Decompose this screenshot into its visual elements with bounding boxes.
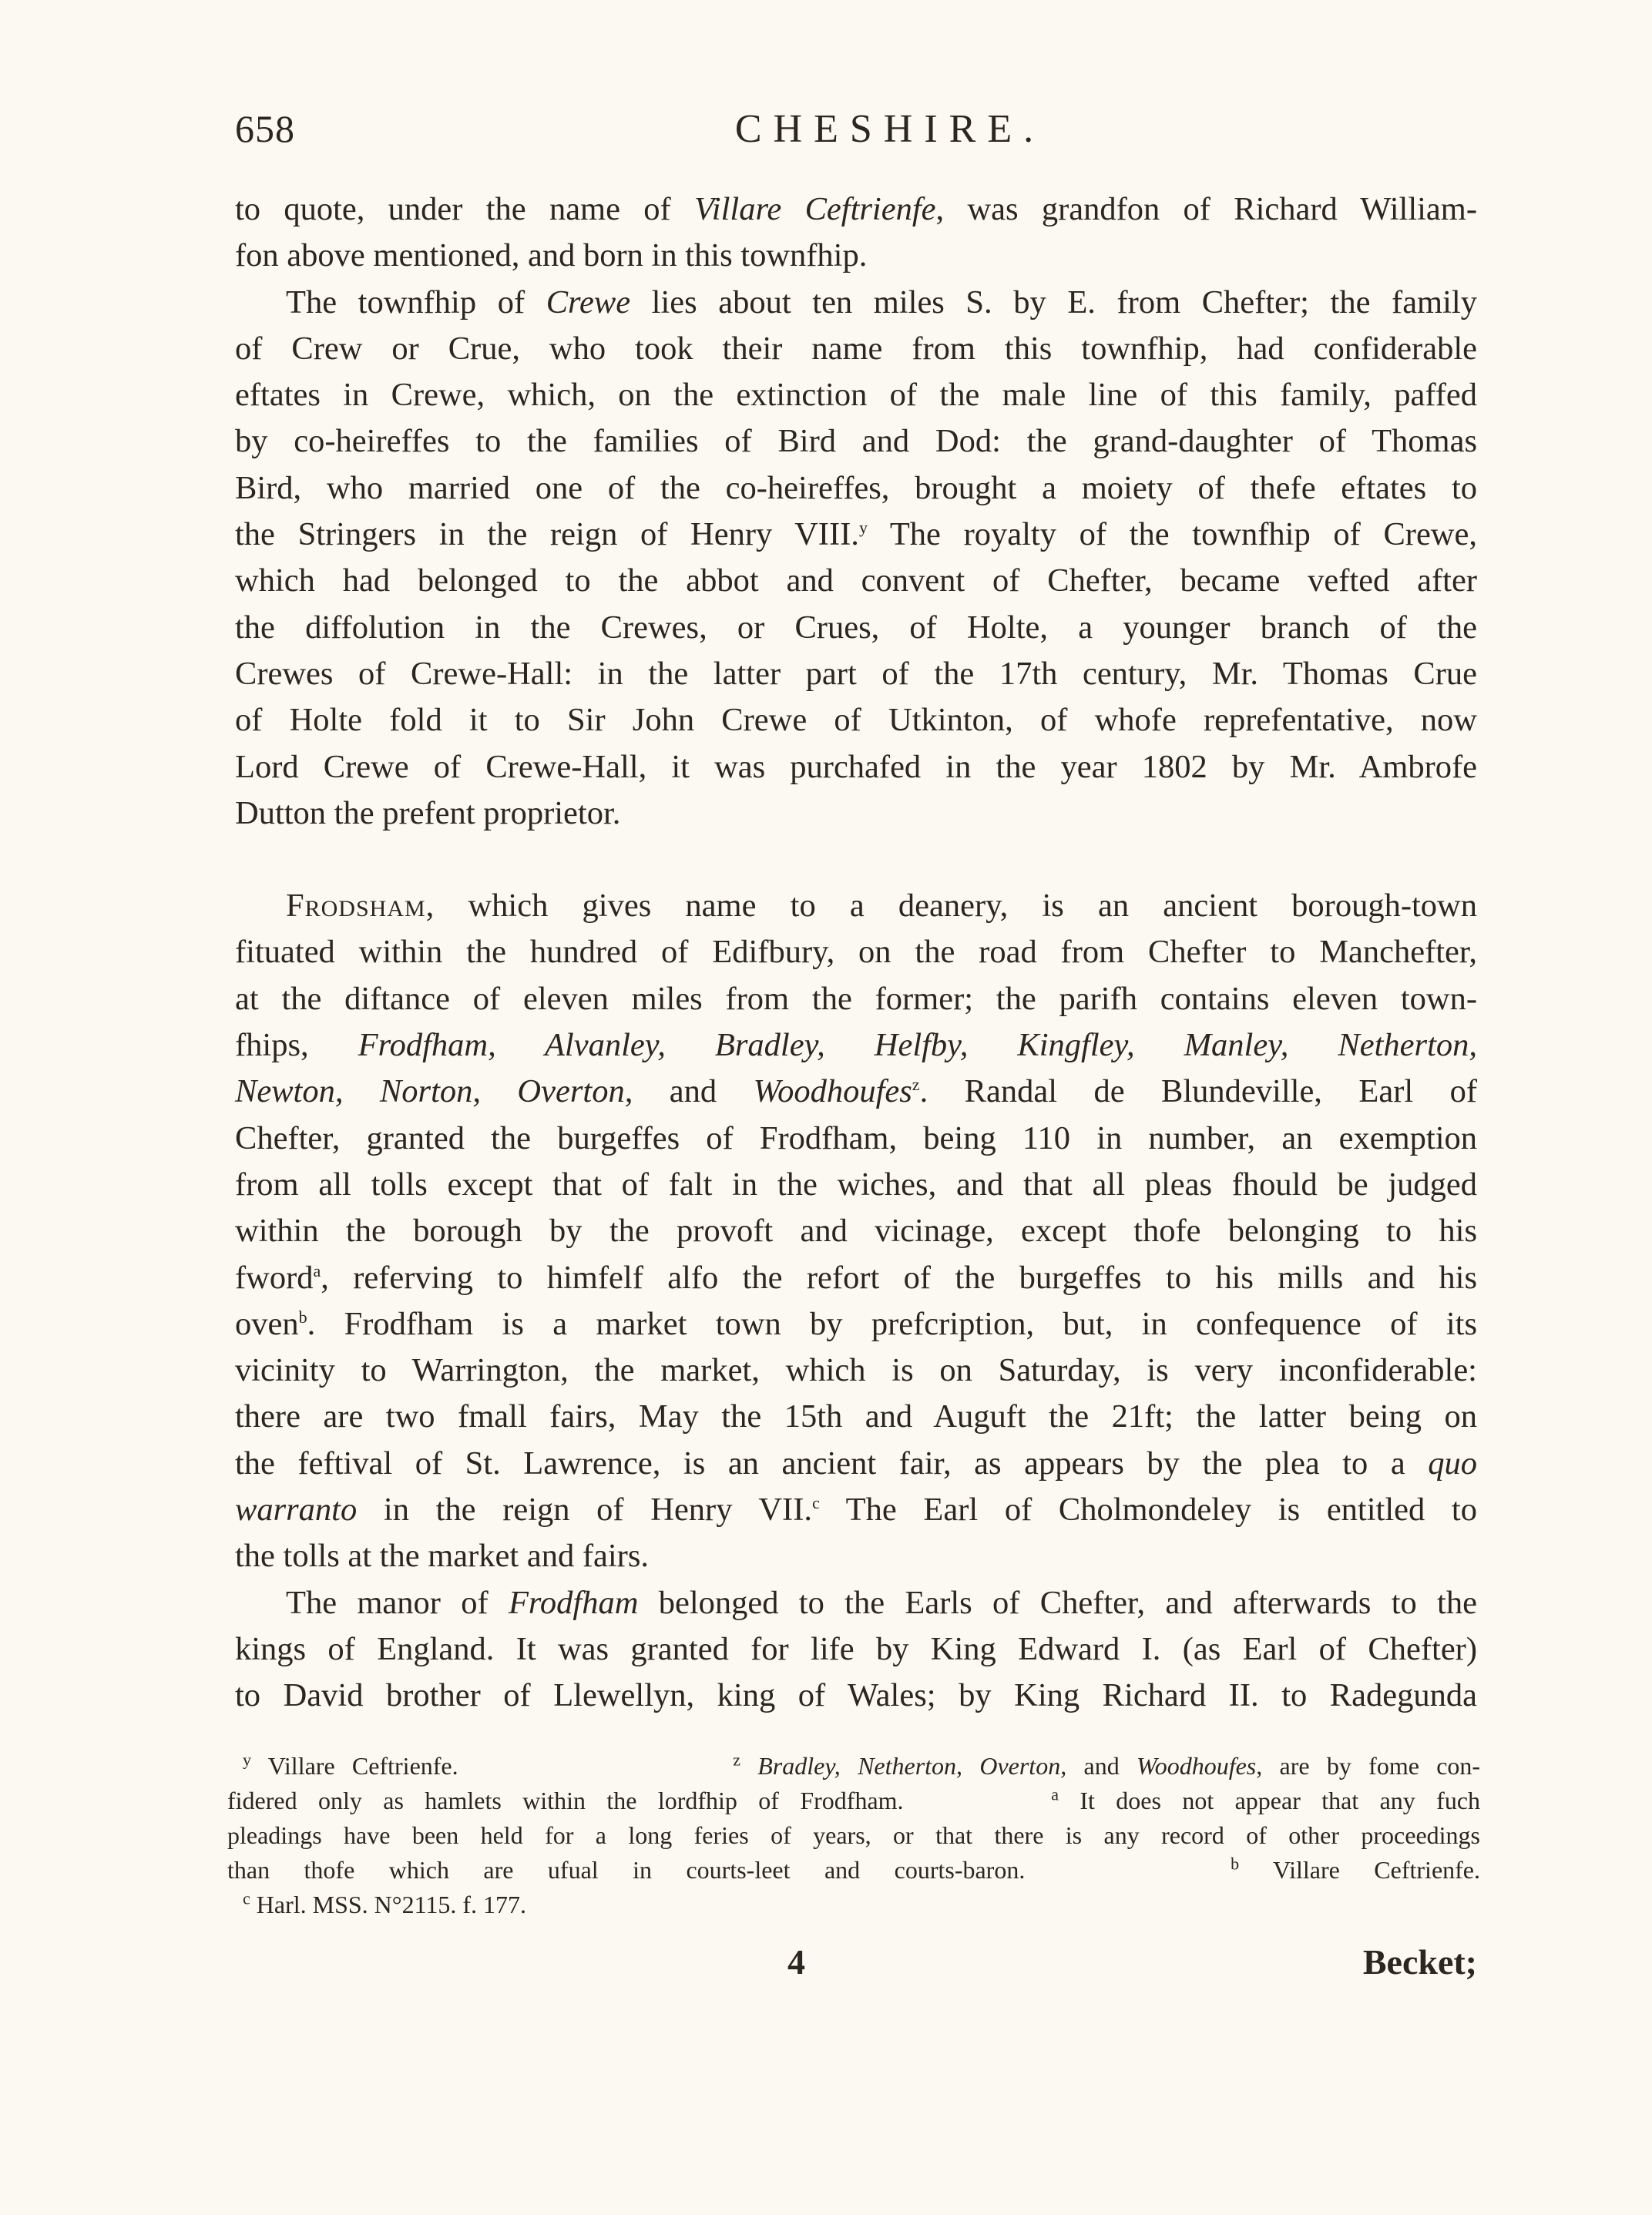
section-heading-frodsham: Frodsham [286, 888, 426, 925]
text-line: eftates in Crewe, which, on the extinction of the male line of this family, paffed [235, 377, 1477, 414]
section-gap [235, 837, 1477, 883]
text-line: vicinity to Warrington, the market, which is on Saturday, is very inconfiderable: [235, 1352, 1477, 1389]
footnote-line: than thofe which are ufual in courts-leet and courts-baron. $^b$ Villare Ceftrienfe. [227, 1854, 1481, 1884]
text-line: to David brother of Llewellyn, king of Wales; by King Richard II. to Radegunda [235, 1677, 1477, 1714]
footnote-ref-b: b [298, 1307, 307, 1327]
text-line: Bird, who married one of the co-heireffes, brought a moiety of thefe eftates to [235, 469, 1477, 506]
text-line: Crewes of Crewe-Hall: in the latter part of the 17th century, Mr. Thomas Crue [235, 655, 1477, 692]
text-line: kings of England. It was granted for life by King Edward I. (as Earl of Chefter) [235, 1630, 1477, 1667]
text-line: which had belonged to the abbot and convent of Chefter, became vefted after [235, 562, 1477, 599]
text-line: from all tolls except that of falt in the wiches, and that all pleas fhould be judged [235, 1166, 1477, 1203]
catchword: Becket; [1362, 1942, 1477, 1982]
text-line: Frodsham, which gives name to a deanery, is an ancient borough-town [286, 888, 1477, 925]
footnote-ref-z: z [912, 1075, 920, 1095]
text-line: the diffolution in the Crewes, or Crues, of Holte, a younger branch of the [235, 609, 1477, 646]
text-line: of Crew or Crue, who took their name from this townfhip, had confiderable [235, 330, 1477, 367]
catchline [235, 1941, 1477, 1988]
paragraph-manor [235, 1580, 1477, 1720]
body-text [235, 186, 1477, 1720]
text-line: Dutton the prefent proprietor. [235, 794, 621, 831]
text-line: by co-heireffes to the families of Bird and Dod: the grand-daughter of Thomas [235, 423, 1477, 460]
running-head: CHESHIRE. [734, 107, 1046, 151]
text-line: the feftival of St. Lawrence, is an ancient fair, as appears by the plea to a quo [235, 1445, 1477, 1482]
text-line: the tolls at the market and fairs. [235, 1538, 649, 1575]
footnote-line: $^c$ Harl. MSS. N°2115. f. 177. [243, 1888, 527, 1918]
text-line: within the borough by the provoft and vicinage, except thofe belonging to his [235, 1213, 1477, 1250]
text-line: oven$^b$. Frodfham is a market town by prefcription, but, in confequence of its [235, 1305, 1477, 1342]
text-line: there are two fmall fairs, May the 15th and Auguft the 21ft; the latter being on [235, 1398, 1477, 1435]
signature-mark: 4 [787, 1942, 805, 1982]
text-line: fituated within the hundred of Edifbury, on the road from Chefter to Manchefter, [235, 934, 1477, 971]
paragraph-frodsham [235, 883, 1477, 1579]
text-line: Lord Crewe of Crewe-Hall, it was purchafed in the year 1802 by Mr. Ambrofe [235, 748, 1477, 785]
footnote-ref-c: c [811, 1492, 820, 1512]
text-line: warranto in the reign of Henry VII.$^c$ The Earl of Cholmondeley is entitled to [235, 1492, 1477, 1529]
page-header [235, 106, 1477, 160]
page-number: 658 [235, 107, 295, 150]
footnotes [227, 1749, 1480, 1922]
text-line: The townfhip of Crewe lies about ten miles S. by E. from Chefter; the family [286, 284, 1477, 321]
text-line: of Holte fold it to Sir John Crewe of Utkinton, of whofe reprefentative, now [235, 702, 1477, 739]
footnote-line: fidered only as hamlets within the lordfhip of Frodfham. $^a$ It does not appear that any fuch [227, 1784, 1481, 1814]
paragraph-williamson [235, 186, 1477, 280]
text-line: fon above mentioned, and born in this townfhip. [235, 237, 868, 274]
footnote-ref-y: y [858, 517, 868, 537]
text-line: fword$^a$, referving to himfelf alfo the refort of the burgeffes to his mills and his [235, 1259, 1477, 1296]
text-line: The manor of Frodfham belonged to the Earls of Chefter, and afterwards to the [286, 1584, 1477, 1621]
footnote-ref-a: a [313, 1260, 321, 1280]
paragraph-crewe [235, 280, 1477, 837]
footnote-line: $^y$ Villare Ceftrienfe. $^z$ Bradley, Netherton, Overton, and Woodhoufes, are by fome con- [243, 1750, 1481, 1780]
footnote-line: pleadings have been held for a long feries of years, or that there is any record of other proceedings [227, 1821, 1480, 1849]
text-line: the Stringers in the reign of Henry VIII.$^y$ The royalty of the townfhip of Crewe, [235, 516, 1477, 553]
text-line: Chefter, granted the burgeffes of Frodfham, being 110 in number, an exemption [235, 1119, 1477, 1156]
text-line: at the diftance of eleven miles from the former; the parifh contains eleven town- [235, 980, 1477, 1017]
text-line: Newton, Norton, Overton, and Woodhoufes$^z$. Randal de Blundeville, Earl of [235, 1073, 1477, 1110]
text-line: fhips, Frodfham, Alvanley, Bradley, Helfby, Kingfley, Manley, Netherton, [235, 1027, 1477, 1064]
text-line: to quote, under the name of Villare Ceftrienfe, was grandfon of Richard William- [235, 191, 1478, 227]
